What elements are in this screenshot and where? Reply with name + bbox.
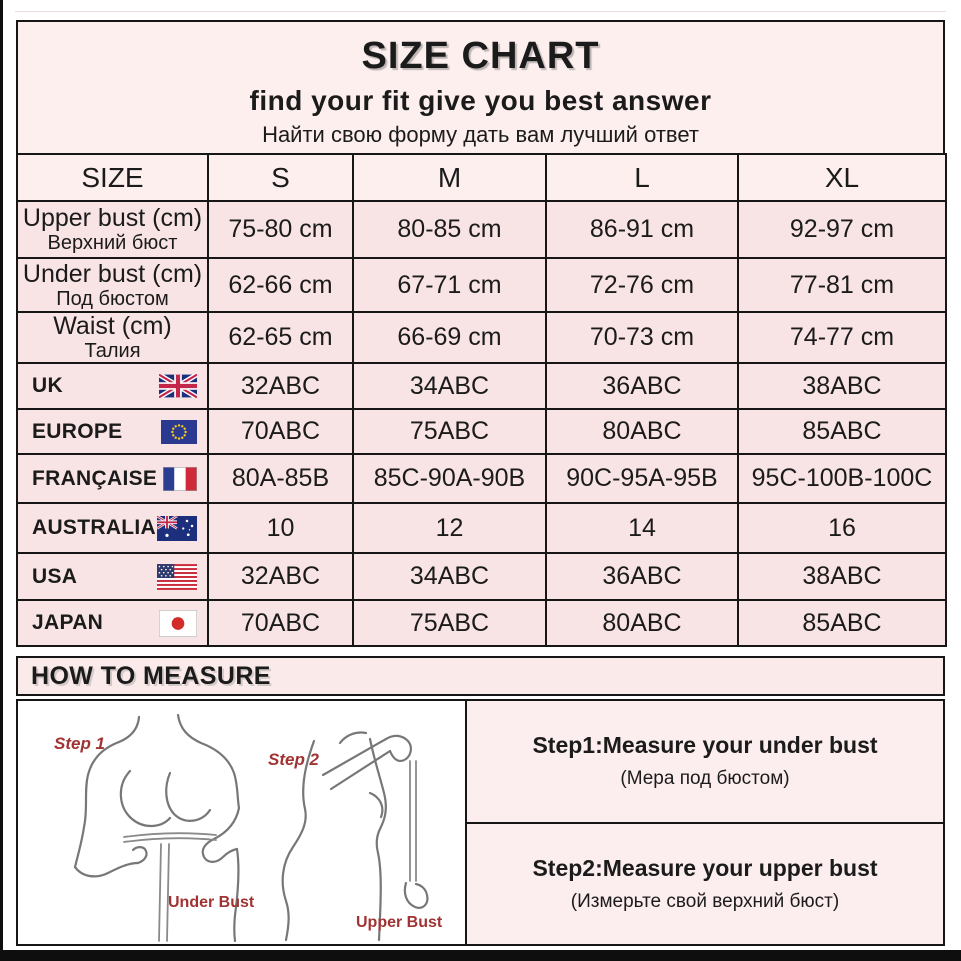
france-flag-icon: [163, 467, 197, 491]
table-row-under-bust: [17, 258, 946, 312]
size-value-cell: 66-69 cm: [353, 312, 546, 363]
size-value-cell: 80A-85B: [208, 454, 353, 503]
country-label: JAPAN: [32, 611, 104, 634]
size-value-cell: 85ABC: [738, 409, 946, 454]
size-value-cell: 80ABC: [546, 409, 738, 454]
size-value-cell: 75ABC: [353, 600, 546, 646]
size-value-cell: 72-76 cm: [546, 258, 738, 312]
country-label: FRANÇAISE: [32, 466, 158, 490]
size-value-cell: 16: [738, 503, 946, 553]
col-header-m: M: [353, 154, 546, 201]
table-row-france: [17, 454, 946, 503]
size-value-cell: 62-65 cm: [208, 312, 353, 363]
top-divider-line: [15, 11, 946, 12]
row-label-cell: [17, 454, 208, 503]
size-value-cell: 14: [546, 503, 738, 553]
col-header-s: S: [208, 154, 353, 201]
measure-sketch: [18, 701, 465, 944]
size-value-cell: 10: [208, 503, 353, 553]
bottom-edge-bar: [0, 950, 961, 961]
size-value-cell: 38ABC: [738, 553, 946, 600]
size-value-cell: 85C-90A-90B: [353, 454, 546, 503]
step2-sketch-label: Step 2: [268, 750, 320, 769]
size-table: [16, 153, 947, 647]
subtitle-en: find your fit give you best answer: [249, 85, 712, 116]
row-label-cell: [17, 503, 208, 553]
size-value-cell: 80ABC: [546, 600, 738, 646]
size-value-cell: 86-91 cm: [546, 201, 738, 258]
measure-illustration: [16, 699, 467, 946]
size-value-cell: 67-71 cm: [353, 258, 546, 312]
size-value-cell: 34ABC: [353, 363, 546, 409]
table-row-australia: [17, 503, 946, 553]
size-value-cell: 74-77 cm: [738, 312, 946, 363]
country-label: EUROPE: [32, 419, 123, 443]
step2-subtitle: (Измерьте свой верхний бюст): [570, 890, 840, 912]
size-value-cell: 12: [353, 503, 546, 553]
size-value-cell: 36ABC: [546, 553, 738, 600]
table-row-usa: [17, 553, 946, 600]
size-value-cell: 32ABC: [208, 363, 353, 409]
left-edge-bar: [0, 0, 3, 961]
size-chart-panel: [16, 20, 945, 946]
measure-section: [16, 699, 945, 946]
table-row-japan: [17, 600, 946, 646]
step1-title: Step1:Measure your under bust: [532, 732, 878, 759]
step1-subtitle: (Мера под бюстом): [620, 768, 790, 790]
step1-cell: [467, 701, 943, 822]
size-value-cell: 80-85 cm: [353, 201, 546, 258]
row-label-cell: [17, 409, 208, 454]
size-value-cell: 38ABC: [738, 363, 946, 409]
row-label-cell: [17, 258, 208, 312]
australia-flag-icon: [157, 516, 197, 541]
table-row-europe: [17, 409, 946, 454]
col-header-l: L: [546, 154, 738, 201]
row-label-ru: Талия: [84, 340, 141, 362]
col-header-size: SIZE: [17, 154, 208, 201]
size-value-cell: 75ABC: [353, 409, 546, 454]
country-label: UK: [32, 374, 63, 397]
table-row-waist: [17, 312, 946, 363]
subtitle-ru: Найти свою форму дать вам лучший ответ: [262, 122, 699, 147]
table-row-uk: [17, 363, 946, 409]
size-value-cell: 70ABC: [208, 409, 353, 454]
usa-flag-icon: [157, 564, 197, 590]
table-row-upper-bust: [17, 201, 946, 258]
row-label-en: Waist (cm): [53, 312, 172, 340]
page-title: SIZE CHART: [361, 35, 600, 77]
under-bust-sketch-label: Under Bust: [168, 894, 255, 911]
size-value-cell: 32ABC: [208, 553, 353, 600]
size-value-cell: 70ABC: [208, 600, 353, 646]
japan-flag-icon: [159, 610, 197, 637]
col-header-xl: XL: [738, 154, 946, 201]
row-label-cell: [17, 312, 208, 363]
row-label-en: Upper bust (cm): [22, 204, 203, 232]
step2-title: Step2:Measure your upper bust: [532, 854, 878, 881]
row-label-ru: Верхний бюст: [47, 232, 178, 254]
eu-flag-icon: [161, 420, 197, 444]
row-label-cell: [17, 553, 208, 600]
size-value-cell: 36ABC: [546, 363, 738, 409]
size-value-cell: 95C-100B-100C: [738, 454, 946, 503]
table-header-row: [17, 154, 946, 201]
row-label-en: Under bust (cm): [22, 259, 203, 288]
size-value-cell: 70-73 cm: [546, 312, 738, 363]
row-label-cell: [17, 201, 208, 258]
measure-steps: [467, 699, 945, 946]
step2-cell: [467, 822, 943, 945]
title-box: [16, 20, 945, 153]
size-value-cell: 62-66 cm: [208, 258, 353, 312]
size-value-cell: 85ABC: [738, 600, 946, 646]
country-label: USA: [32, 564, 78, 588]
size-value-cell: 90C-95A-95B: [546, 454, 738, 503]
size-value-cell: 92-97 cm: [738, 201, 946, 258]
upper-bust-sketch-label: Upper Bust: [356, 914, 443, 931]
uk-flag-icon: [159, 374, 197, 398]
size-value-cell: 75-80 cm: [208, 201, 353, 258]
size-value-cell: 77-81 cm: [738, 258, 946, 312]
row-label-cell: [17, 600, 208, 646]
step1-sketch-label: Step 1: [54, 734, 106, 753]
how-to-measure-heading: HOW TO MEASURE: [16, 656, 945, 696]
country-label: AUSTRALIA: [32, 516, 157, 539]
row-label-ru: Под бюстом: [56, 287, 169, 310]
size-value-cell: 34ABC: [353, 553, 546, 600]
row-label-cell: [17, 363, 208, 409]
